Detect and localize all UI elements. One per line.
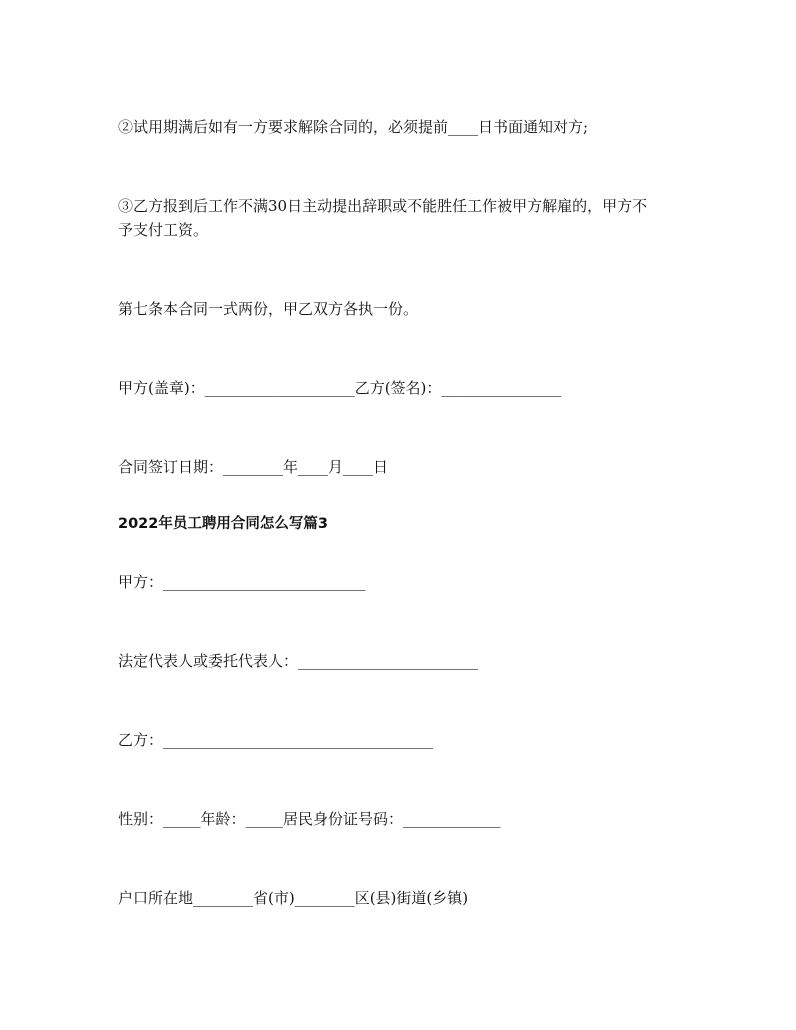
clause-resignation-line2: 予支付工资。 (118, 221, 209, 239)
party-b-field: 乙方：____________________________________ (118, 731, 434, 749)
clause-seven: 第七条本合同一式两份，甲乙双方各执一份。 (118, 300, 419, 318)
clause-resignation-line1: ③乙方报到后工作不满30日主动提出辞职或不能胜任工作被甲方解雇的，甲方不 (118, 197, 648, 215)
gender-age-id-field: 性别：_____年龄：_____居民身份证号码：_____________ (118, 810, 501, 828)
clause-trial-notice: ②试用期满后如有一方要求解除合同的，必须提前____日书面通知对方; (118, 118, 589, 136)
signing-date-line: 合同签订日期：________年____月____日 (118, 458, 389, 476)
household-registration-field: 户口所在地________省(市)________区(县)街道(乡镇) (118, 889, 469, 907)
legal-representative-field: 法定代表人或委托代表人：________________________ (118, 652, 479, 670)
party-a-field: 甲方：___________________________ (118, 573, 366, 591)
section-heading: 2022年员工聘用合同怎么写篇3 (118, 516, 328, 532)
signature-line: 甲方(盖章)：____________________乙方(签名)：________________ (118, 379, 562, 397)
